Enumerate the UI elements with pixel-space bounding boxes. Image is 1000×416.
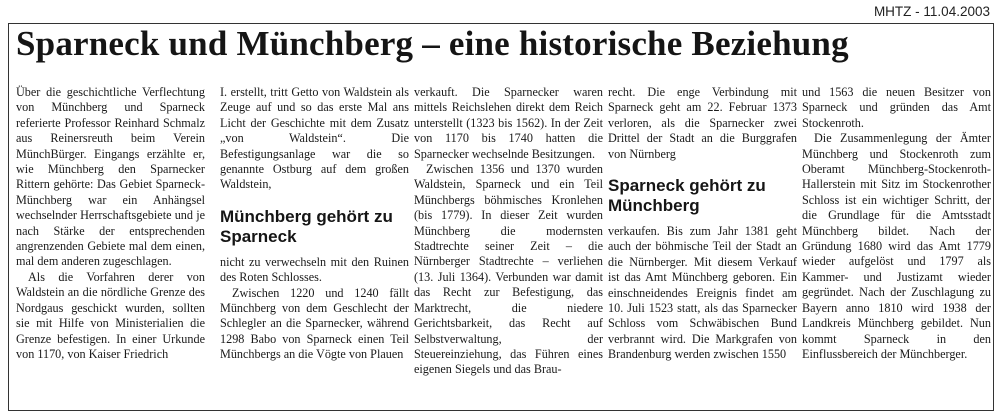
article-headline: Sparneck und Münchberg – eine historische Beziehung (16, 24, 849, 63)
paragraph: und 1563 die neuen Besitzer von Sparneck und gründen das Amt Stockenroth. (802, 85, 991, 130)
paragraph: verkaufen. Bis zum Jahr 1381 geht auch der böhmische Teil der Stadt an die Nürnberger. Mit diesem Verkauf ist das Amt Münchberg geboren. Ein einschneidendes Ereignis findet am 10. Juli 1523 statt, als das Sparnecker Schloss vom Schwäbischen Bund verbrannt wird. Die Markgrafen von Brandenburg werden zwischen 1550 (608, 224, 797, 362)
paragraph: Über die geschichtliche Verflechtung von Münchberg und Sparneck referierte Professor Reinhard Schmalz aus Reinersreuth beim Verein MünchBürger. Eingangs erzählte er, wie Münchberg den Sparnecker Rittern gehörte: Das Gebiet Sparneck-Münchberg war ein Anhängsel wechselnder Herrschaftsgebiete und je nach Stärke der entsprechenden angrenzenden Gebiete mal dem einen, mal dem anderen zugeschlagen. (16, 85, 205, 269)
subheading-sparneck-gehoert-zu-muenchberg: Sparneck gehört zu Münchberg (608, 176, 766, 216)
source-date-line: MHTZ - 11.04.2003 (873, 4, 990, 19)
article-column-2 (220, 85, 409, 405)
paragraph: nicht zu verwechseln mit den Ruinen des Roten Schlosses. (220, 254, 409, 285)
paragraph: Zwischen 1220 und 1240 fällt Münchberg von dem Geschlecht der Schlegler an die Sparnecker, während 1298 Babo von Sparneck einen Teil Münchbergs an die Vögte von Plauen (220, 285, 409, 362)
paragraph: Die Zusammenlegung der Ämter Münchberg und Stockenroth zum Oberamt Münchberg-Stockenroth-Hallerstein mit Sitz im Stockenrother Schloss ist ein wichtiger Schritt, der die Grundlage für die Amtsstadt Münchberg bildet. Nach der Gründung 1680 wird das Amt 1779 wieder aufgelöst und 1797 als Kammer- und Justizamt wieder gegründet. Nach der Zuschlagung zu Bayern anno 1810 wird 1938 der Landkreis Münchberg gebildet. Nun kommt Sparneck in den Einflussbereich der Münchberger. (802, 131, 991, 361)
paragraph: I. erstellt, tritt Getto von Waldstein als Zeuge auf und so das erste Mal ans Licht der Geschichte mit dem Zusatz „von Waldstein“. Die Befestigungsanlage war die so genannte Ostburg auf dem großen Waldstein, (220, 85, 409, 192)
article-column-5 (802, 85, 991, 405)
paragraph: verkauft. Die Sparnecker waren mittels Reichslehen direkt dem Reich unterstellt (1323 bis 1562). In der Zeit von 1170 bis 1740 hatten die Sparnecker wechselnde Besitzungen. (414, 85, 603, 161)
article-column-3 (414, 85, 603, 405)
subheading-muenchberg-gehoert-zu-sparneck: Münchberg gehört zu Sparneck (220, 206, 393, 246)
article-column-1 (16, 85, 205, 405)
article-column-4 (608, 85, 797, 405)
paragraph: Als die Vorfahren derer von Waldstein an die nördliche Grenze des Nordgaus geschickt wurden, sollten sie mit Hilfe von Ministerialien die Grenze befestigen. In einer Urkunde von 1170, von Kaiser Friedrich (16, 269, 205, 361)
paragraph: Zwischen 1356 und 1370 wurden Waldstein, Sparneck und ein Teil Münchbergs böhmisches Kronlehen (bis 1779). In dieser Zeit wurden Münchberg die modernsten Stadtrechte seiner Zeit – die Nürnberger Stadtrechte – verliehen (13. Juli 1364). Verbunden war damit das Recht zur Befestigung, das Marktrecht, die niedere Gerichtsbarkeit, das Recht auf Selbstverwaltung, der Steuereinziehung, das Führen eines eigenen Siegels und das Brau- (414, 162, 603, 377)
paragraph: recht. Die enge Verbindung mit Sparneck geht am 22. Februar 1373 verloren, als die Sparnecker zwei Drittel der Stadt an die Burggrafen von Nürnberg (608, 85, 797, 161)
